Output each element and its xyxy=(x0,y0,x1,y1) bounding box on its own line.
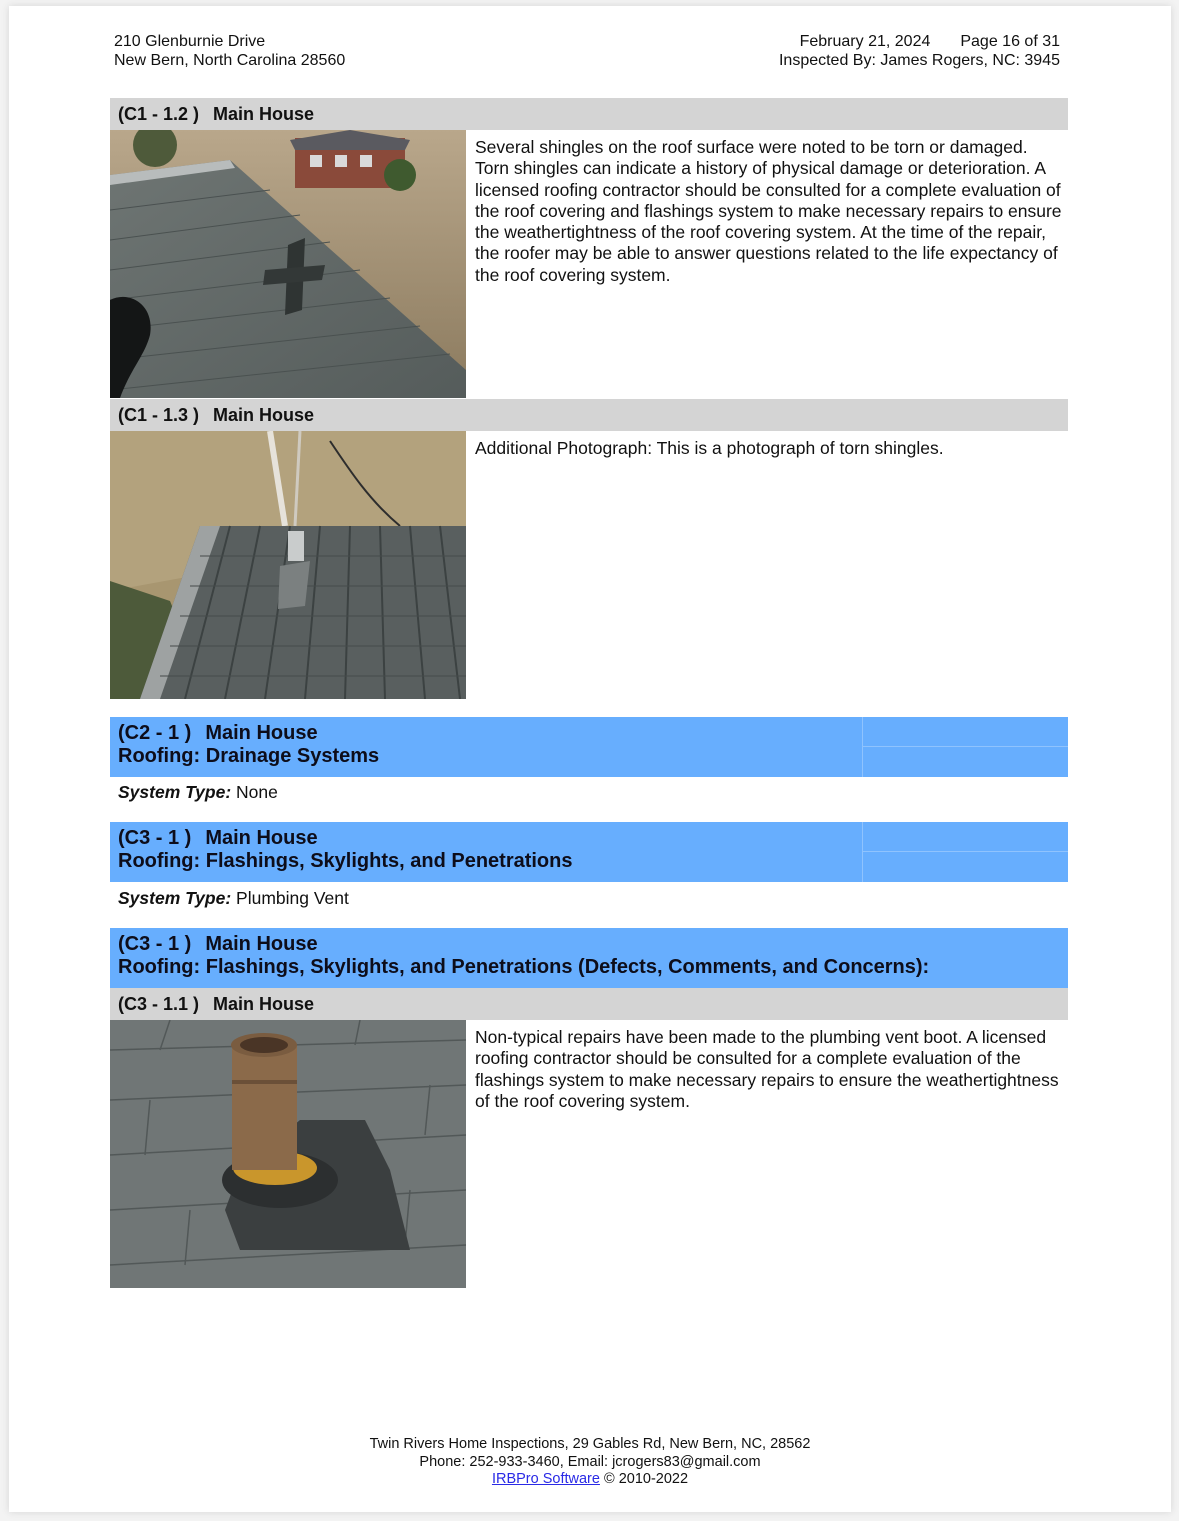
software-link[interactable]: IRBPro Software xyxy=(491,1471,600,1487)
system-type-value: None xyxy=(236,782,278,802)
section-code: (C2 - 1 ) xyxy=(118,722,192,744)
address-line-2: New Bern, North Carolina 28560 xyxy=(114,52,346,69)
system-type-label: System Type: xyxy=(118,888,232,908)
section-header-c3-1-defects xyxy=(110,928,1068,988)
page-number: Page 16 of 31 xyxy=(960,33,1060,50)
section-title: Main House xyxy=(205,722,318,744)
section-code: (C1 - 1.3 ) xyxy=(118,405,200,425)
inspector-line: Inspected By: James Rogers, NC: 3945 xyxy=(778,52,1060,69)
system-type-c3-1 xyxy=(118,888,349,909)
copyright: © 2010-2022 xyxy=(603,1471,689,1487)
finding-text-c3-1-1: Non-typical repairs have been made to the plumbing vent boot. A licensed roofing contractor should be consulted for a complete evaluation of the flashings system to make necessary repairs to ensure the weathertightness of the roof covering system. xyxy=(475,1027,1059,1111)
section-subtitle: Roofing: Flashings, Skylights, and Penetrations (Defects, Comments, and Concerns): xyxy=(118,956,930,978)
section-code: (C3 - 1.1 ) xyxy=(118,994,200,1014)
section-subtitle: Roofing: Drainage Systems xyxy=(118,745,380,767)
address-line-1: 210 Glenburnie Drive xyxy=(114,33,266,50)
section-header-c3-1-1 xyxy=(110,988,1068,1020)
section-subtitle: Roofing: Flashings, Skylights, and Penetrations xyxy=(118,850,573,872)
system-type-label: System Type: xyxy=(118,782,232,802)
report-page xyxy=(9,6,1171,1512)
section-title: Main House xyxy=(205,933,318,955)
page-footer xyxy=(9,1436,1171,1489)
company-address: Twin Rivers Home Inspections, 29 Gables Rd, New Bern, NC, 28562 xyxy=(369,1436,811,1452)
section-header-c1-1-3 xyxy=(110,399,1068,431)
finding-text-c1-1-3: Additional Photograph: This is a photograph of torn shingles. xyxy=(475,438,944,458)
section-header-c2-1 xyxy=(110,717,1068,777)
section-title: Main House xyxy=(205,827,318,849)
section-header-c1-1-2 xyxy=(110,98,1068,130)
section-code: (C1 - 1.2 ) xyxy=(118,104,200,124)
section-title: Main House xyxy=(213,405,315,425)
section-header-c3-1 xyxy=(110,822,1068,882)
section-code: (C3 - 1 ) xyxy=(118,827,192,849)
section-title: Main House xyxy=(213,104,315,124)
property-address xyxy=(114,32,345,70)
system-type-c2-1 xyxy=(118,782,278,803)
photo-additional-torn-shingles xyxy=(110,431,466,699)
photo-torn-shingles-roof xyxy=(110,130,466,398)
photo-plumbing-vent-boot xyxy=(110,1020,466,1288)
finding-text-c1-1-2: Several shingles on the roof surface were noted to be torn or damaged. Torn shingles can indicate a history of physical damage or deterioration. A licensed roofing contractor should be consulted for a complete evaluation of the roof covering and flashings system to make necessary repairs to ensure the weathertightness of the roof covering system. At the time of the repair, the roofer may be able to answer questions related to the life expectancy of the roof covering system. xyxy=(475,137,1062,285)
report-meta xyxy=(779,32,1060,70)
company-contact: Phone: 252-933-3460, Email: jcrogers83@gmail.com xyxy=(419,1453,761,1470)
system-type-value: Plumbing Vent xyxy=(236,888,349,908)
section-code: (C3 - 1 ) xyxy=(118,933,192,955)
report-date: February 21, 2024 xyxy=(799,33,931,50)
section-title: Main House xyxy=(213,994,315,1014)
